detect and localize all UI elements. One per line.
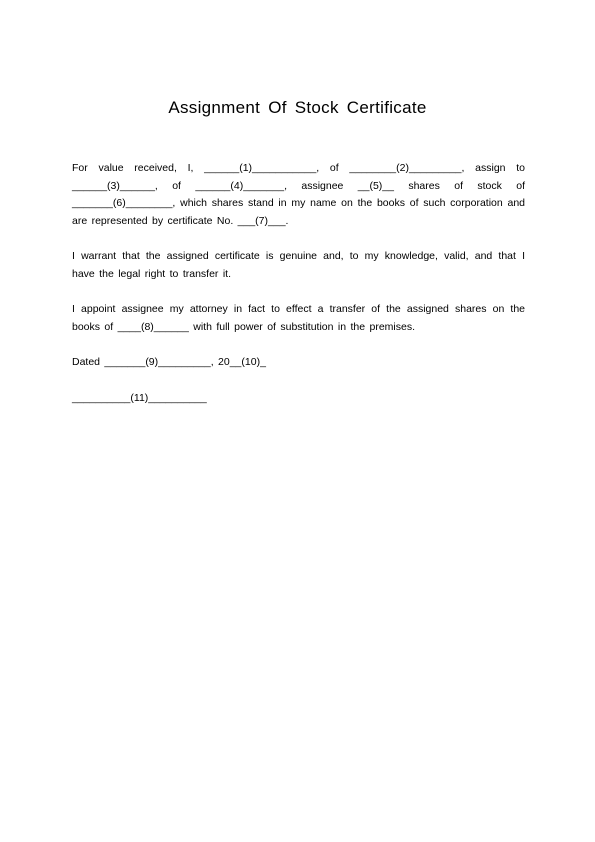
paragraph-consideration: For value received, I, ______(1)___________, of ________(2)_________, assign to ______(3)______, of ______(4)_______, assignee __(5)__ shares of stock of _______(6)________, which shares stand in my name on the books of such corporation and are represented by certificate No. ___(7)___. (72, 162, 525, 227)
paragraph-warranty: I warrant that the assigned certificate is genuine and, to my knowledge, valid, and that I have the legal right to transfer it. (72, 250, 525, 280)
paragraph-attorney: I appoint assignee my attorney in fact to effect a transfer of the assigned shares on the books of ____(8)______ with full power of substitution in the premises. (72, 303, 525, 333)
signature-line: __________(11)__________ (72, 392, 207, 404)
document-title: Assignment Of Stock Certificate (168, 98, 427, 117)
dated-line: Dated _______(9)_________, 20__(10)_ (72, 356, 266, 368)
